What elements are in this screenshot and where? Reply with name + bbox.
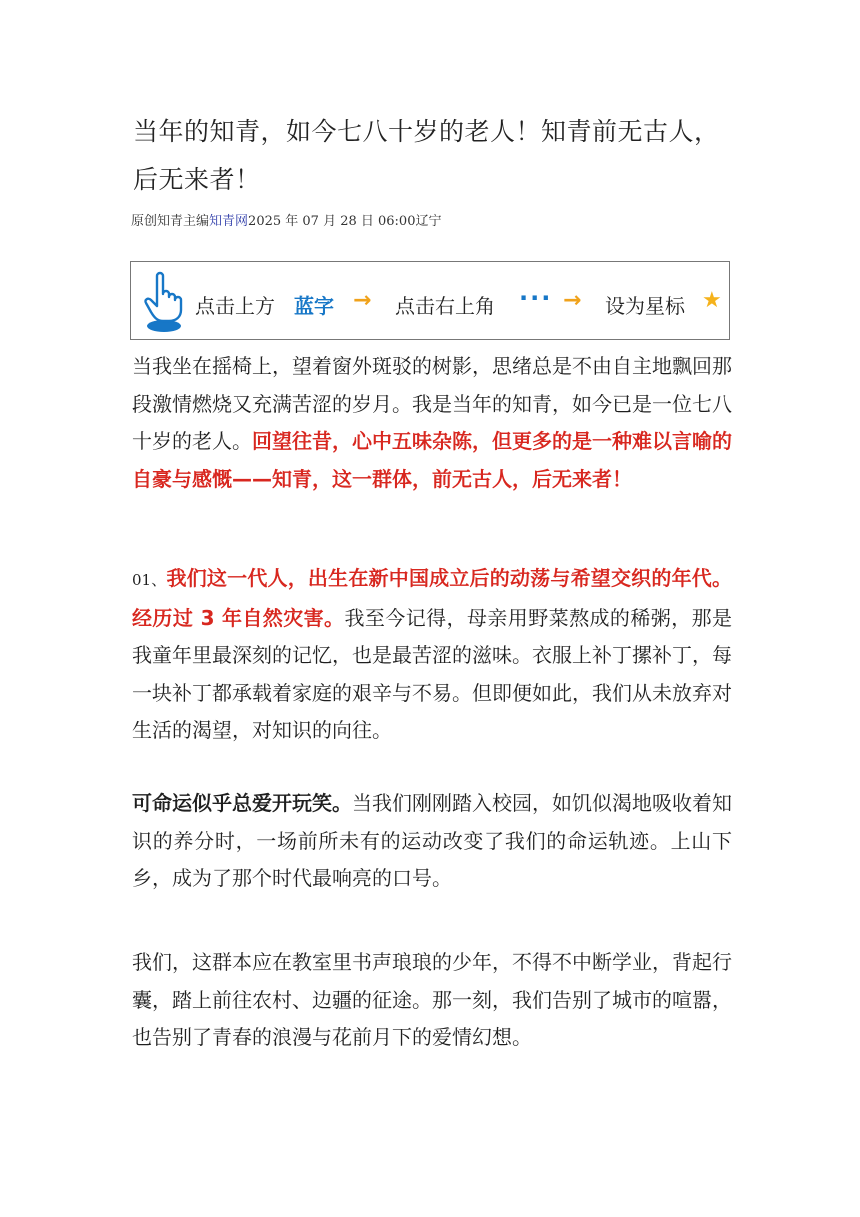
banner-step-1: 点击上方: [195, 294, 275, 318]
paragraph-2-highlight: 我们这一代人，出生在新中国成立后的动荡与希望交织的年代。经历过 3 年自然灾害。: [132, 566, 732, 630]
source-link[interactable]: 知青网: [209, 214, 249, 229]
star-icon: ★: [702, 288, 722, 313]
arrow-right-icon: →: [563, 288, 582, 313]
author-name: 知青主编: [157, 214, 210, 229]
banner-step-3: 设为星标: [605, 294, 685, 318]
publish-date: 2025 年 07 月 28 日 06:00: [248, 214, 416, 229]
paragraph-4: [132, 944, 732, 1057]
paragraph-4-text: 我们，这群本应在教室里书声琅琅的少年，不得不中断学业，背起行囊，踏上前往农村、边疆的征途。那一刻，我们告别了城市的喧嚣，也告别了青春的浪漫与花前月下的爱情幻想。: [132, 950, 732, 1049]
banner-blue-text: 蓝字: [294, 294, 334, 318]
paragraph-1-text: 当我坐在摇椅上，望着窗外斑驳的树影，思绪总是不由自主地飘回那段激情燃烧又充满苦涩的岁月。我是当年的知青，如今已是一位七八十岁的老人。: [132, 354, 732, 453]
article-meta: [131, 210, 442, 229]
article-title: 当年的知青，如今七八十岁的老人！知青前无古人，后无来者！: [133, 117, 720, 194]
section-number: 01、: [132, 571, 167, 589]
paragraph-3-text: 当我们刚刚踏入校园，如饥似渴地吸收着知识的养分时，一场前所未有的运动改变了我们的命运轨迹。上山下乡，成为了那个时代最响亮的口号。: [132, 791, 732, 890]
banner-step-2: 点击右上角: [395, 294, 495, 318]
follow-guide-banner: [130, 261, 730, 340]
paragraph-1-highlight: 回望往昔，心中五味杂陈，但更多的是一种难以言喻的自豪与感慨——知青，这一群体，前无古人，后无来者！: [132, 429, 732, 491]
paragraph-2: [132, 560, 732, 750]
original-tag: 原创: [131, 214, 158, 229]
pointing-hand-icon: [141, 270, 187, 334]
paragraph-1: [132, 348, 732, 498]
paragraph-3-bold: 可命运似乎总爱开玩笑。: [132, 791, 352, 815]
paragraph-2-text: 我至今记得，母亲用野菜熬成的稀粥，那是我童年里最深刻的记忆，也是最苦涩的滋味。衣服上补丁摞补丁，每一块补丁都承载着家庭的艰辛与不易。但即便如此，我们从未放弃对生活的渴望，对知识的向往。: [132, 605, 732, 742]
publish-location: 辽宁: [415, 214, 442, 229]
more-dots-icon: ···: [519, 284, 553, 312]
arrow-right-icon: →: [353, 288, 372, 313]
paragraph-3: [132, 785, 732, 898]
